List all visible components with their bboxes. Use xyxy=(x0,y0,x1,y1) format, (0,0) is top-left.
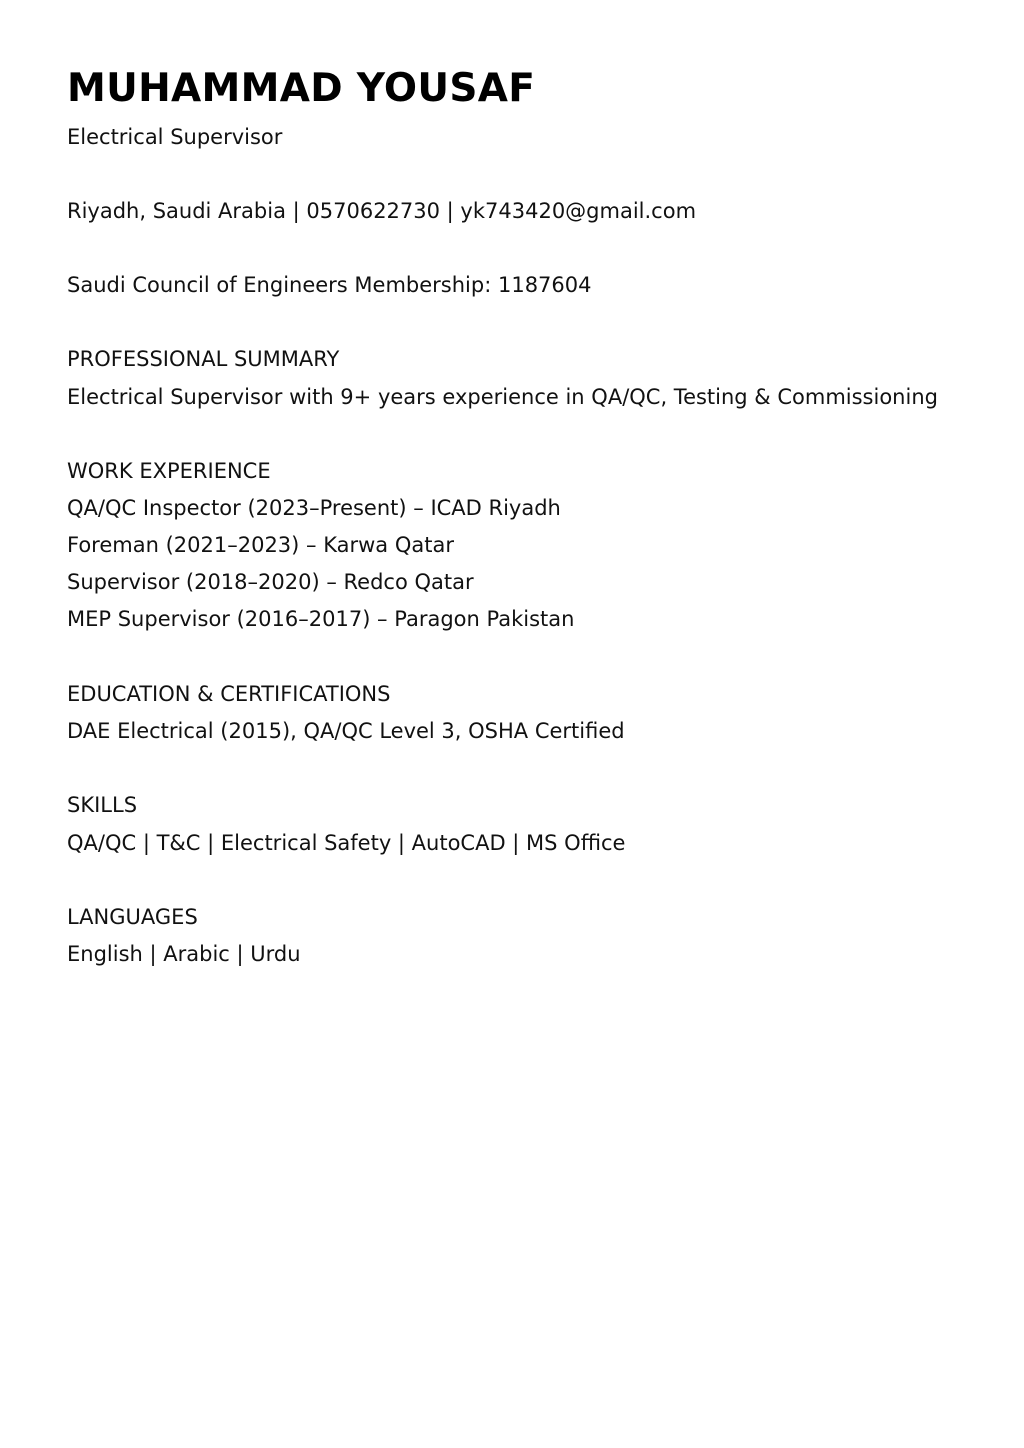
experience-item: QA/QC Inspector (2023–Present) – ICAD Riyadh xyxy=(67,496,561,520)
experience-heading: WORK EXPERIENCE xyxy=(67,459,271,483)
education-text: DAE Electrical (2015), QA/QC Level 3, OSHA Certified xyxy=(67,719,625,743)
education-heading: EDUCATION & CERTIFICATIONS xyxy=(67,682,391,706)
experience-item: Supervisor (2018–2020) – Redco Qatar xyxy=(67,570,474,594)
experience-item: MEP Supervisor (2016–2017) – Paragon Pakistan xyxy=(67,607,575,631)
summary-text: Electrical Supervisor with 9+ years experience in QA/QC, Testing & Commissioning xyxy=(67,385,938,409)
contact-info: Riyadh, Saudi Arabia | 0570622730 | yk743420@gmail.com xyxy=(67,199,697,223)
languages-text: English | Arabic | Urdu xyxy=(67,942,301,966)
skills-heading: SKILLS xyxy=(67,793,138,817)
membership-info: Saudi Council of Engineers Membership: 1187604 xyxy=(67,273,592,297)
skills-text: QA/QC | T&C | Electrical Safety | AutoCAD | MS Office xyxy=(67,831,626,855)
job-title: Electrical Supervisor xyxy=(67,125,283,149)
experience-item: Foreman (2021–2023) – Karwa Qatar xyxy=(67,533,454,557)
languages-heading: LANGUAGES xyxy=(67,905,198,929)
candidate-name: MUHAMMAD YOUSAF xyxy=(67,66,536,111)
summary-heading: PROFESSIONAL SUMMARY xyxy=(67,347,340,371)
